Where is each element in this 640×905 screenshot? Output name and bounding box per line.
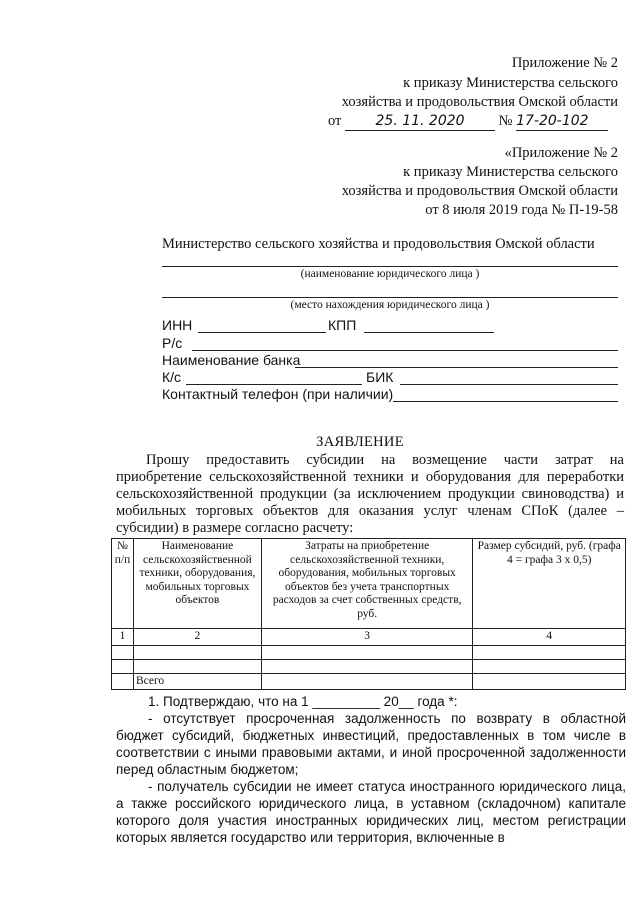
table-row [112, 659, 626, 673]
legal-entity-name-caption: (наименование юридического лица ) [300, 268, 480, 280]
table-row [112, 645, 626, 659]
header1-order-line [328, 113, 608, 131]
header1-line2: к приказу Министерства сельского [403, 75, 618, 91]
table-cell [261, 673, 473, 690]
table-header-row [112, 539, 626, 629]
confirm-p3: - получатель субсидии не имеет статуса иностранного юридического лица, а также российского юридического лица, в уставном (складочном) капитале которого доля участия иностранных юридических лиц, местом регистрации которых является государство или территория, включенные в [116, 779, 626, 845]
col-subsidy-index: 4 [473, 629, 626, 646]
col-name-header: Наименование сельскохозяйственной техники, оборудования, мобильных торговых объектов [133, 539, 261, 629]
statement-title: ЗАЯВЛЕНИЕ [316, 434, 404, 450]
col-number-header: № п/п [112, 539, 134, 629]
legal-entity-address-caption: (место нахождения юридического лица ) [290, 299, 490, 311]
inn-label: ИНН [162, 317, 193, 333]
total-label: Всего [133, 673, 261, 690]
table-number-row [112, 629, 626, 646]
header1-line1: Приложение № 2 [511, 55, 618, 71]
confirm-p1: 1. Подтверждаю, что на 1 _________ 20__ года *: [148, 694, 458, 709]
table-cell [261, 659, 473, 673]
subsidy-calculation-table [111, 538, 626, 690]
header2-line4: от 8 июля 2019 года № П-19-58 [425, 202, 618, 218]
table-cell [133, 659, 261, 673]
legal-entity-address-line [162, 297, 618, 298]
from-label: от [328, 113, 342, 129]
ks-label: К/с [162, 369, 182, 385]
number-label: № [498, 113, 513, 129]
table-cell [112, 645, 134, 659]
table-cell [473, 645, 626, 659]
table-cell [473, 659, 626, 673]
table-cell [133, 645, 261, 659]
inn-line [198, 332, 326, 333]
phone-label: Контактный телефон (при наличии) [162, 386, 394, 402]
table-cell [112, 673, 134, 690]
order-date-handwritten: 25. 11. 2020 [345, 113, 495, 131]
header2-line1: «Приложение № 2 [504, 145, 618, 161]
header1-line3: хозяйства и продовольствия Омской области [341, 94, 618, 110]
bank-line [295, 367, 618, 368]
legal-entity-name-line [162, 266, 618, 267]
kpp-line [364, 332, 494, 333]
order-number-handwritten: 17-20-102 [516, 113, 608, 131]
kpp-label: КПП [328, 317, 357, 333]
table-cell [112, 659, 134, 673]
col-costs-header: Затраты на приобретение сельскохозяйственной техники, оборудования, мобильных торговых объектов без учета транспортных расходов за счет собственных средств, руб. [261, 539, 473, 629]
col-subsidy-header: Размер субсидий, руб. (графа 4 = графа 3 х 0,5) [473, 539, 626, 629]
statement-intro-first: Прошу предоставить субсидии на возмещение части затрат на [146, 452, 624, 468]
col-number-index: 1 [112, 629, 134, 646]
table-cell [261, 645, 473, 659]
confirm-p2: - отсутствует просроченная задолженность по возврату в областной бюджет субсидий, бюджетных инвестиций, предоставленных в том числе в соответствии с иными правовыми актами, и иной просроченной задолженности перед областным бюджетом; [116, 711, 626, 777]
ministry-name: Министерство сельского хозяйства и продовольствия Омской области [162, 236, 595, 252]
rs-line [192, 350, 618, 351]
rs-label: Р/с [162, 335, 183, 351]
bank-label: Наименование банка [162, 352, 301, 368]
bik-line [400, 384, 618, 385]
statement-intro-rest: приобретение сельскохозяйственной техники и оборудования для переработки сельскохозяйственной продукции (за исключением продукции свиноводства) и мобильных торговых объектов для оказания услуг членам СПоК (далее – субсидии) в размере согласно расчету: [116, 469, 624, 536]
table-cell [473, 673, 626, 690]
header2-line3: хозяйства и продовольствия Омской области [341, 183, 618, 199]
phone-line [393, 401, 618, 402]
header2-line2: к приказу Министерства сельского [403, 164, 618, 180]
table-total-row [112, 673, 626, 690]
ks-line [186, 384, 362, 385]
col-costs-index: 3 [261, 629, 473, 646]
bik-label: БИК [366, 369, 394, 385]
col-name-index: 2 [133, 629, 261, 646]
